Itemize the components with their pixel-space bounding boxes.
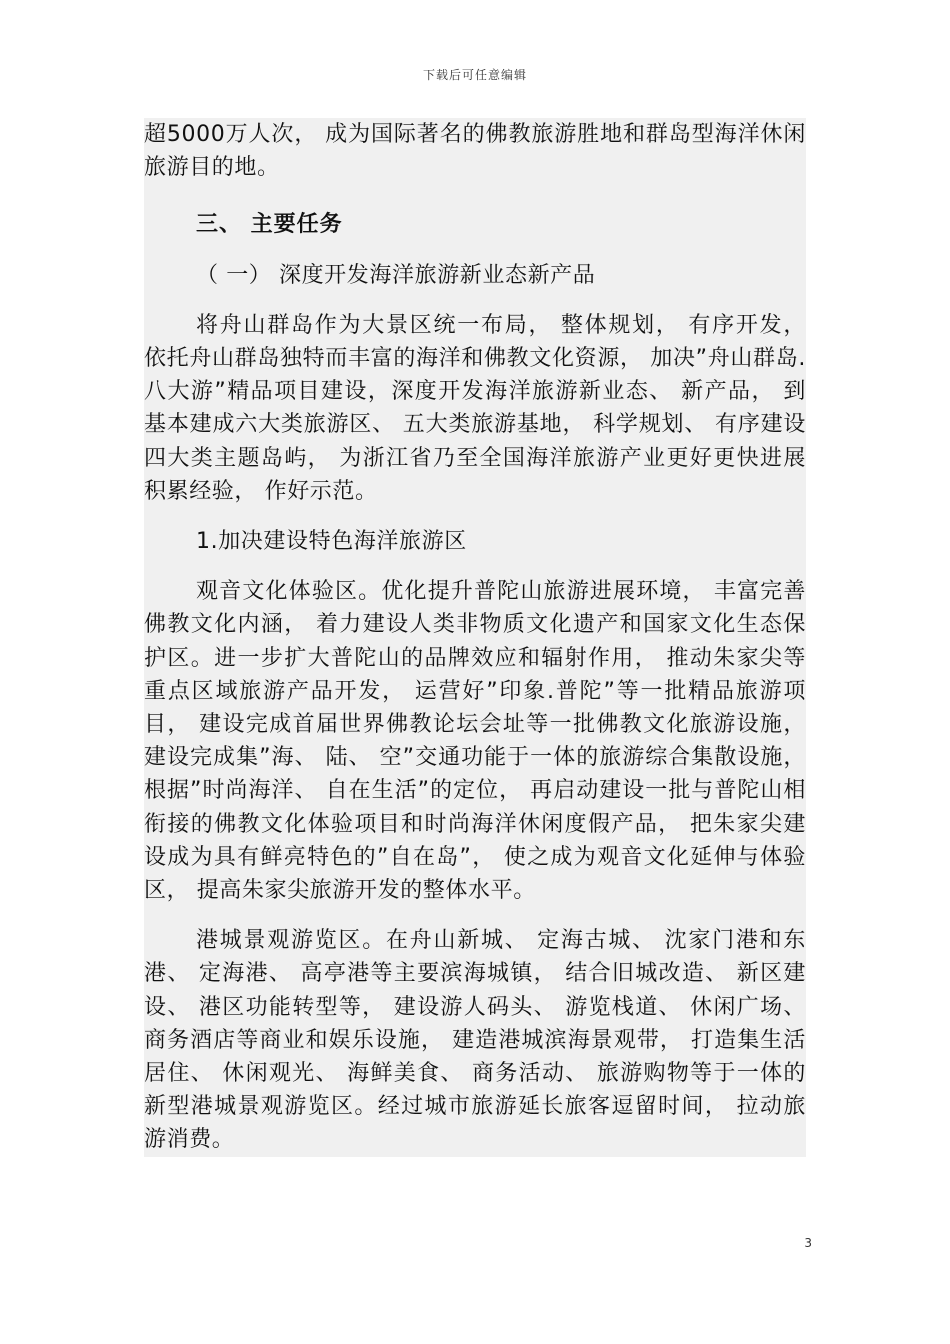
guanyin-paragraph: 观音文化体验区。优化提升普陀山旅游进展环境， 丰富完善佛教文化内涵， 着力建设人类非物质文化遗产和国家文化生态保护区。进一步扩大普陀山的品牌效应和辐射作用， 推动朱家尖等重点区域旅游产品开发， 运营好”印象.普陀”等一批精品旅游项目， 建设完成首届世界佛教论坛会址等一批佛教文化旅游设施， 建设完成集”海、 陆、 空”交通功能于一体的旅游综合集散设施， 根据”时尚海洋、 自在生活”的定位， 再启动建设一批与普陀山相衔接的佛教文化体验项目和时尚海洋休闲度假产品， 把朱家尖建设成为具有鲜亮特色的”自在岛”， 使之成为观音文化延伸与体验区， 提高朱家尖旅游开发的整体水平。: [144, 579, 806, 904]
continuation-paragraph: 超5000万人次， 成为国际著名的佛教旅游胜地和群岛型海洋休闲旅游目的地。: [144, 122, 806, 181]
spacer: [144, 907, 806, 924]
spacer: [144, 292, 806, 309]
intro-paragraph: 将舟山群岛作为大景区统一布局， 整体规划， 有序开发， 依托舟山群岛独特而丰富的海洋和佛教文化资源， 加决”舟山群岛.八大游”精品项目建设，深度开发海洋旅游新业态、 新产品， 到 基本建成六大类旅游区、 五大类旅游基地， 科学规划、 有序建设四大类主题岛屿， 为浙江省乃至全国海洋旅游产业更好更快进展积累经验， 作好示范。: [144, 312, 806, 504]
document-body: [144, 118, 806, 1157]
spacer: [144, 184, 806, 208]
port-city-paragraph: 港城景观游览区。在舟山新城、 定海古城、 沈家门港和东港、 定海港、 高亭港等主要滨海城镇， 结合旧城改造、 新区建设、 港区功能转型等， 建设游人码头、 游览栈道、 休闲广场、 商务酒店等商业和娱乐设施， 建造港城滨海景观带， 打造集生活居住、 休闲观光、 海鲜美食、 商务活动、 旅游购物等于一体的新型港城景观游览区。经过城市旅游延长旅客逗留时间， 拉动旅游消费。: [144, 928, 806, 1153]
page-number: 3: [804, 1236, 812, 1250]
item-heading: 1.加决建设特色海洋旅游区: [196, 529, 467, 555]
spacer: [144, 508, 806, 525]
page-header: 下载后可任意编辑: [422, 68, 527, 82]
section-heading: 三、 主要任务: [196, 212, 343, 238]
spacer: [144, 558, 806, 575]
subsection-heading: （ 一） 深度开发海洋旅游新业态新产品: [196, 262, 596, 288]
spacer: [144, 242, 806, 259]
